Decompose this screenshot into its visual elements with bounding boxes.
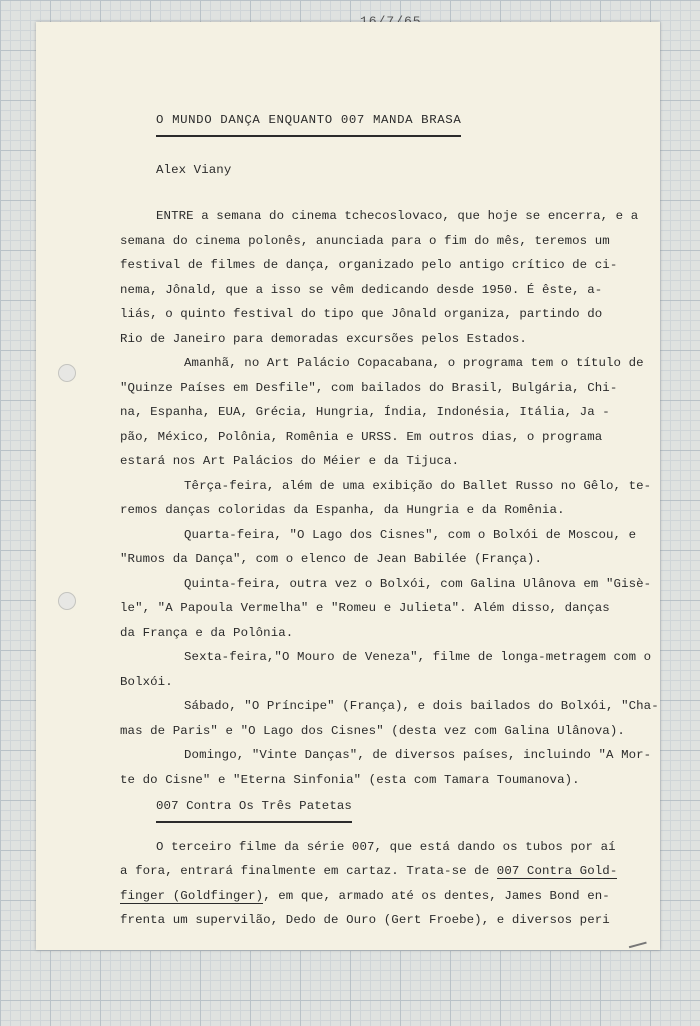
text-line: festival de filmes de dança, organizado pelo antigo crítico de ci- (120, 258, 618, 272)
punch-hole (58, 364, 76, 382)
typed-page (36, 22, 660, 950)
text-line: Domingo, "Vinte Danças", de diversos países, incluindo "A Mor- (184, 748, 652, 762)
text-line: Têrça-feira, além de uma exibição do Ballet Russo no Gêlo, te- (184, 478, 652, 493)
text-line: ENTRE a semana do cinema tchecoslovaco, que hoje se encerra, e a (156, 209, 639, 223)
paragraph (120, 645, 660, 694)
text-line: O terceiro filme da série 007, que está dando os tubos por aí (156, 839, 616, 854)
text-line (120, 884, 660, 909)
paragraph (120, 835, 660, 933)
paragraph-list (120, 204, 660, 792)
text-line: "Rumos da Dança", com o elenco de Jean Babilée (França). (120, 552, 542, 566)
text-line: Sexta-feira,"O Mouro de Veneza", filme de longa-metragem com o (184, 650, 652, 664)
article-title: O MUNDO DANÇA ENQUANTO 007 MANDA BRASA (156, 108, 461, 137)
paragraph (120, 572, 660, 646)
paragraph (120, 694, 660, 743)
text-line: Sábado, "O Príncipe" (França), e dois bailados do Bolxói, "Cha- (184, 699, 659, 713)
text-line: Bolxói. (120, 674, 173, 689)
punch-hole (58, 592, 76, 610)
text-line: semana do cinema polonês, anunciada para o fim do mês, teremos um (120, 233, 610, 248)
text-line: "Quinze Países em Desfile", com bailados do Brasil, Bulgária, Chi- (120, 380, 618, 395)
text-line: da França e da Polônia. (120, 625, 294, 640)
article-body (120, 108, 660, 933)
text-line: estará nos Art Palácios do Méier e da Tijuca. (120, 454, 460, 468)
text-line: nema, Jônald, que a isso se vêm dedicando desde 1950. É êste, a- (120, 282, 603, 297)
text-line: remos danças coloridas da Espanha, da Hungria e da Romênia. (120, 503, 565, 517)
film-title-underlined: finger (Goldfinger) (120, 888, 264, 903)
text-line (120, 859, 660, 884)
text-line: Rio de Janeiro para demoradas excursões pelos Estados. (120, 331, 527, 346)
text-line: frenta um supervilão, Dedo de Ouro (Gert Froebe), e diversos peri (120, 913, 610, 927)
text-line: na, Espanha, EUA, Grécia, Hungria, Índia, Indonésia, Itália, Ja - (120, 405, 610, 419)
text-line: Amanhã, no Art Palácio Copacabana, o programa tem o título de (184, 356, 644, 370)
text-line: Quinta-feira, outra vez o Bolxói, com Galina Ulânova em "Gisè- (184, 576, 652, 591)
author-name: Alex Viany (156, 162, 232, 177)
film-title-underlined: 007 Contra Gold- (496, 864, 618, 878)
paragraph (120, 523, 660, 572)
text-line: te do Cisne" e "Eterna Sinfonia" (esta com Tamara Toumanova). (120, 772, 580, 787)
text-fragment: a fora, entrará finalmente em cartaz. Trata-se de (120, 864, 497, 878)
text-line: le", "A Papoula Vermelha" e "Romeu e Julieta". Além disso, danças (120, 601, 610, 615)
paragraph (120, 743, 660, 792)
section-subtitle: 007 Contra Os Três Patetas (156, 794, 352, 823)
text-line: mas de Paris" e "O Lago dos Cisnes" (desta vez com Galina Ulânova). (120, 723, 625, 738)
text-line: pão, México, Polônia, Romênia e URSS. Em outros dias, o programa (120, 429, 603, 444)
text-line: liás, o quinto festival do tipo que Jônald organiza, partindo do (120, 307, 603, 321)
corner-scribble (627, 936, 646, 948)
paragraph (120, 474, 660, 523)
paragraph (120, 204, 660, 351)
paragraph (120, 351, 660, 474)
text-fragment: , em que, armado até os dentes, James Bond en- (263, 888, 610, 903)
text-line: Quarta-feira, "O Lago dos Cisnes", com o Bolxói de Moscou, e (184, 527, 637, 542)
